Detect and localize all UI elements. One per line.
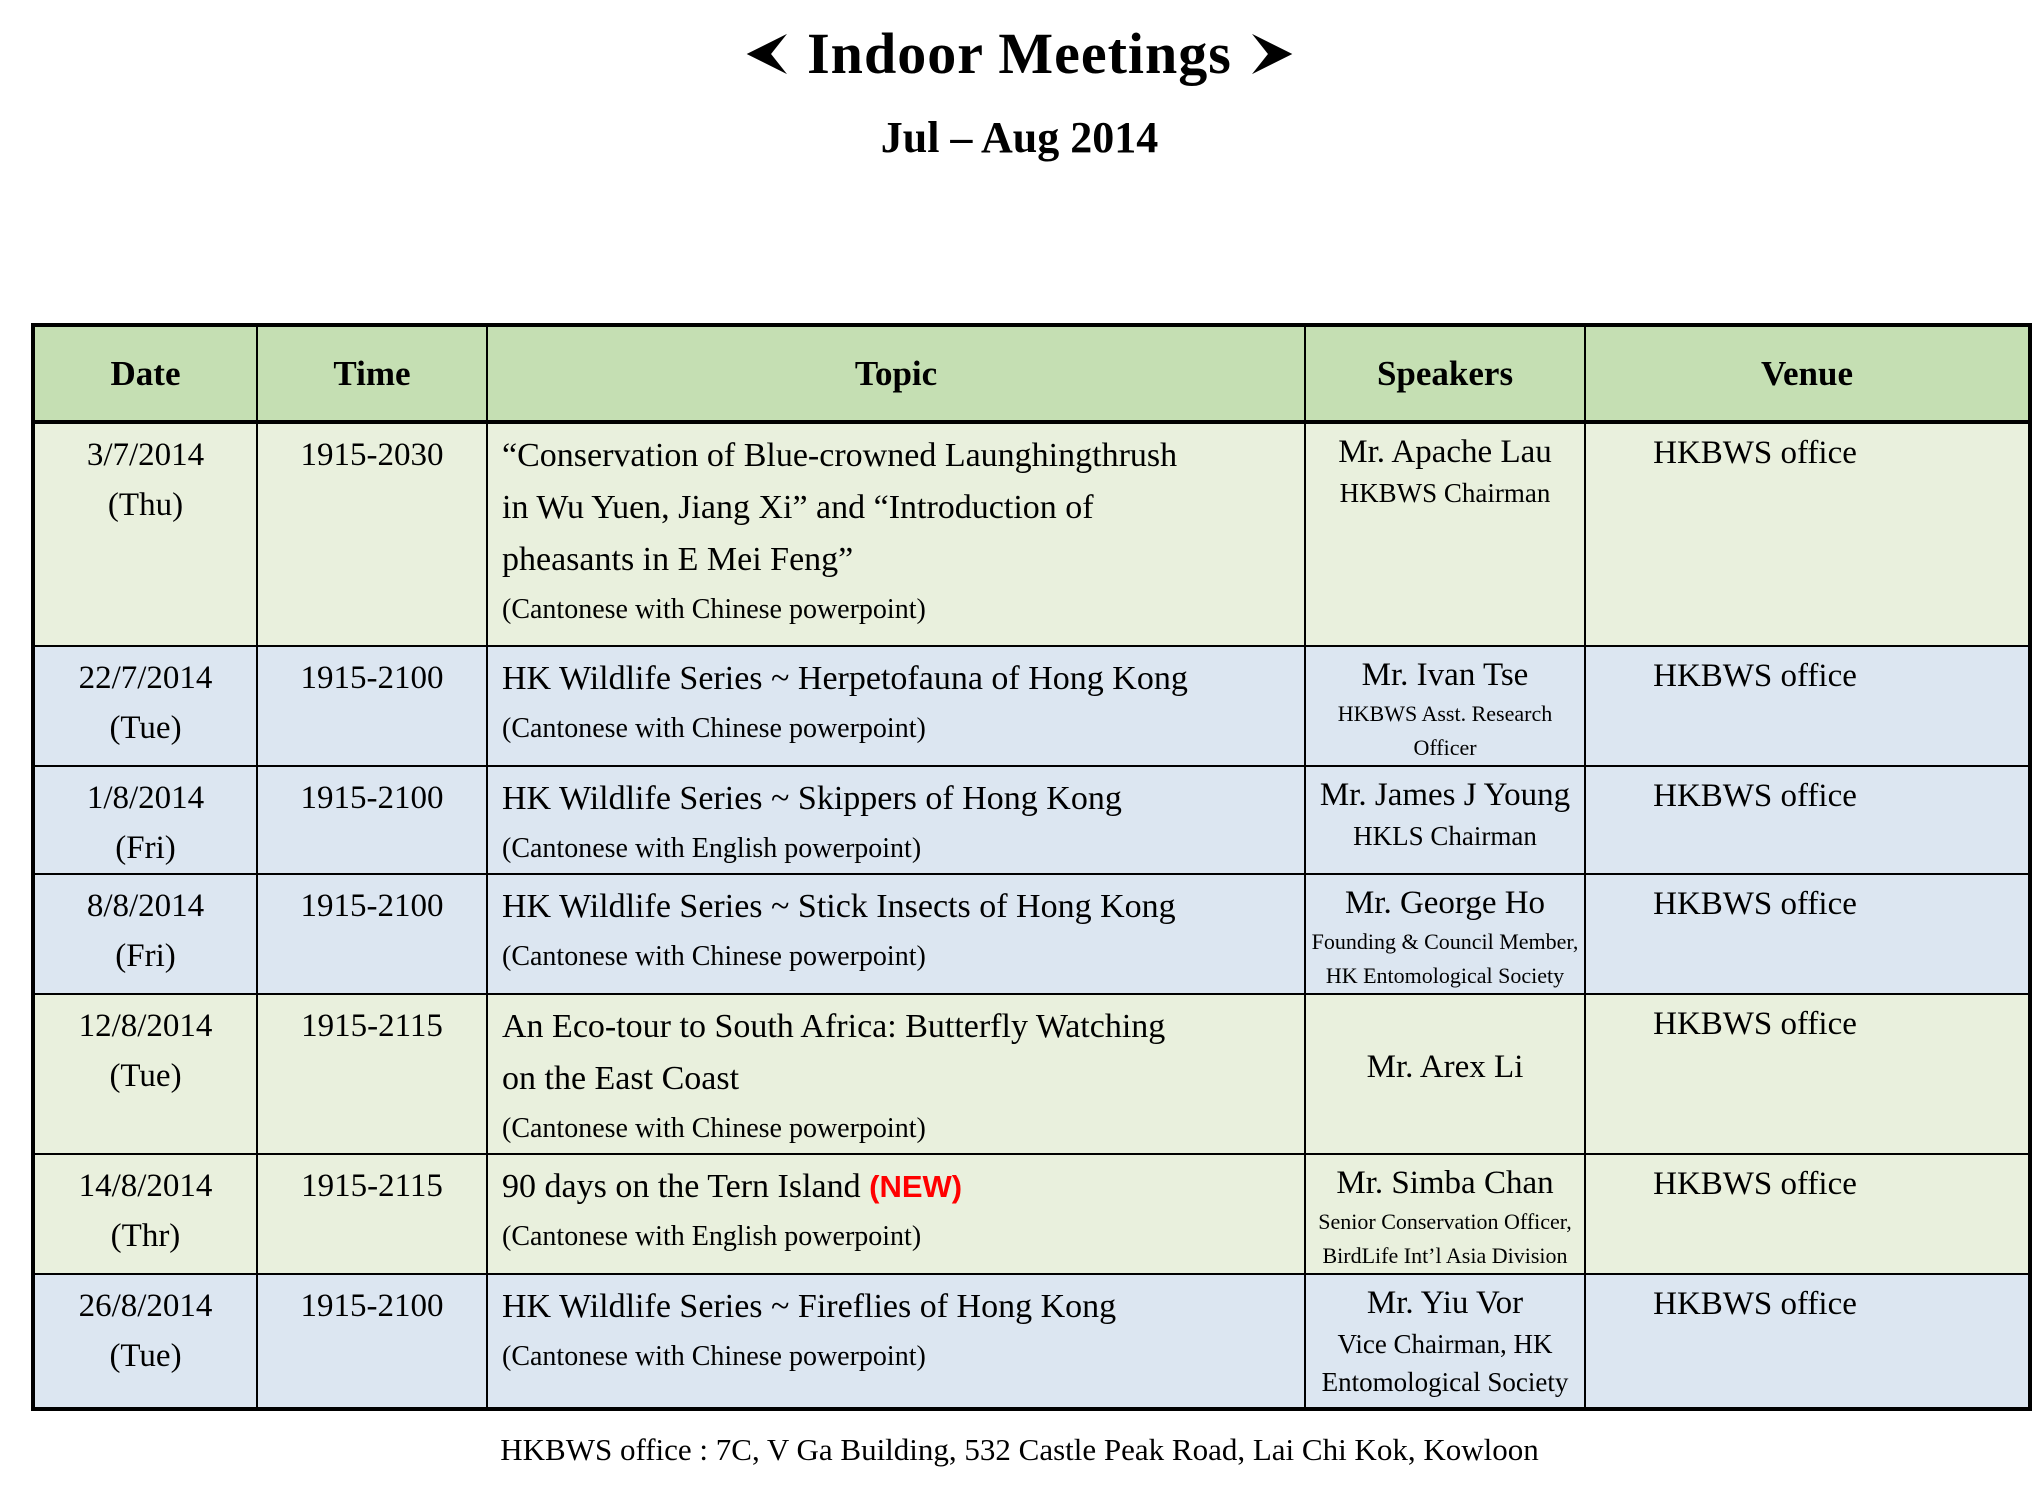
date-cell [33, 994, 257, 1154]
date-cell [33, 766, 257, 874]
date-cell [33, 1154, 257, 1274]
time-cell: 1915-2100 [257, 874, 487, 994]
language-note: (Cantonese with English powerpoint) [502, 833, 922, 864]
speaker-cell [1305, 766, 1585, 874]
header-speakers: Speakers [1305, 325, 1585, 422]
venue-cell: HKBWS office [1585, 994, 2030, 1154]
topic-line: HK Wildlife Series ~ Stick Insects of Hong Kong [502, 888, 1176, 925]
date-value: 22/7/2014 [78, 660, 213, 696]
speaker-name: Mr. James J Young [1319, 777, 1571, 813]
header-date: Date [33, 325, 257, 422]
date-cell [33, 874, 257, 994]
speaker-name: Mr. Simba Chan [1336, 1165, 1554, 1201]
table-row [33, 994, 2030, 1154]
topic-line: pheasants in E Mei Feng” [502, 541, 854, 578]
date-day: (Fri) [115, 830, 176, 866]
speaker-title: HKBWS Asst. Research Officer [1337, 701, 1553, 760]
page-title-text: Indoor Meetings [807, 21, 1232, 86]
speaker-cell [1305, 646, 1585, 766]
date-cell [33, 1274, 257, 1409]
date-day: (Thu) [107, 487, 184, 523]
venue-cell: HKBWS office [1585, 766, 2030, 874]
table-row [33, 874, 2030, 994]
speaker-title: HKBWS Chairman [1339, 478, 1551, 508]
topic-cell [487, 874, 1305, 994]
date-value: 14/8/2014 [78, 1168, 213, 1204]
right-arrow-icon [1252, 27, 1294, 81]
speaker-title: Entomological Society [1321, 1367, 1569, 1397]
venue-cell: HKBWS office [1585, 1154, 2030, 1274]
date-day: (Tue) [109, 710, 182, 746]
time-cell: 1915-2030 [257, 422, 487, 646]
speaker-cell [1305, 422, 1585, 646]
date-day: (Thr) [110, 1218, 181, 1254]
date-value: 12/8/2014 [78, 1008, 213, 1044]
topic-line: HK Wildlife Series ~ Skippers of Hong Kong [502, 780, 1122, 817]
time-cell: 1915-2100 [257, 766, 487, 874]
venue-cell: HKBWS office [1585, 1274, 2030, 1409]
topic-line: HK Wildlife Series ~ Herpetofauna of Hong Kong [502, 660, 1188, 697]
header-time: Time [257, 325, 487, 422]
language-note: (Cantonese with Chinese powerpoint) [502, 941, 926, 972]
speaker-cell [1305, 1274, 1585, 1409]
time-cell: 1915-2100 [257, 646, 487, 766]
date-value: 8/8/2014 [86, 888, 205, 924]
topic-line: HK Wildlife Series ~ Fireflies of Hong Kong [502, 1288, 1117, 1325]
time-cell: 1915-2115 [257, 1154, 487, 1274]
speaker-title: Senior Conservation Officer, [1318, 1209, 1572, 1234]
speaker-name: Mr. Ivan Tse [1361, 657, 1529, 693]
meetings-table [31, 323, 2032, 1411]
time-cell: 1915-2115 [257, 994, 487, 1154]
venue-cell: HKBWS office [1585, 646, 2030, 766]
date-value: 1/8/2014 [86, 780, 205, 816]
new-badge: (NEW) [869, 1169, 963, 1204]
time-cell: 1915-2100 [257, 1274, 487, 1409]
topic-cell [487, 1274, 1305, 1409]
topic-line: “Conservation of Blue-crowned Launghingthrush [502, 437, 1178, 474]
topic-cell [487, 994, 1305, 1154]
speaker-cell [1305, 1154, 1585, 1274]
topic-cell [487, 646, 1305, 766]
topic-cell [487, 422, 1305, 646]
topic-cell [487, 766, 1305, 874]
topic-line: on the East Coast [502, 1060, 740, 1097]
date-cell [33, 422, 257, 646]
language-note: (Cantonese with Chinese powerpoint) [502, 594, 926, 625]
table-row [33, 1274, 2030, 1409]
speaker-name: Mr. George Ho [1344, 885, 1546, 921]
language-note: (Cantonese with Chinese powerpoint) [502, 1341, 926, 1372]
footer-address: HKBWS office : 7C, V Ga Building, 532 Castle Peak Road, Lai Chi Kok, Kowloon [500, 1432, 1539, 1467]
language-note: (Cantonese with Chinese powerpoint) [502, 713, 926, 744]
date-cell [33, 646, 257, 766]
language-note: (Cantonese with English powerpoint) [502, 1221, 922, 1252]
speaker-name: Mr. Arex Li [1366, 1049, 1524, 1085]
topic-line: An Eco-tour to South Africa: Butterfly Watching [502, 1008, 1166, 1045]
header-topic: Topic [487, 325, 1305, 422]
speaker-name: Mr. Yiu Vor [1366, 1285, 1524, 1321]
date-value: 3/7/2014 [86, 437, 205, 473]
date-day: (Tue) [109, 1058, 182, 1094]
speaker-title: Vice Chairman, HK [1337, 1329, 1553, 1359]
language-note: (Cantonese with Chinese powerpoint) [502, 1113, 926, 1144]
table-row [33, 766, 2030, 874]
venue-cell: HKBWS office [1585, 422, 2030, 646]
speaker-name: Mr. Apache Lau [1338, 434, 1552, 470]
speaker-title: BirdLife Int’l Asia Division [1322, 1243, 1568, 1268]
topic-cell [487, 1154, 1305, 1274]
table-row [33, 646, 2030, 766]
topic-line: in Wu Yuen, Jiang Xi” and “Introduction of [502, 489, 1094, 526]
date-day: (Tue) [109, 1338, 182, 1374]
speaker-title: HK Entomological Society [1325, 963, 1565, 988]
page-subtitle: Jul – Aug 2014 [880, 113, 1159, 162]
speaker-title: Founding & Council Member, [1311, 929, 1579, 954]
topic-line: 90 days on the Tern Island (NEW) [502, 1168, 963, 1205]
left-arrow-icon [745, 27, 787, 81]
speaker-title: HKLS Chairman [1353, 821, 1537, 851]
header-venue: Venue [1585, 325, 2030, 422]
table-row [33, 422, 2030, 646]
speaker-cell [1305, 994, 1585, 1154]
table-row [33, 1154, 2030, 1274]
date-day: (Fri) [115, 938, 176, 974]
speaker-cell [1305, 874, 1585, 994]
page-title [0, 20, 2039, 87]
venue-cell: HKBWS office [1585, 874, 2030, 994]
date-value: 26/8/2014 [78, 1288, 213, 1324]
header-row [33, 325, 2030, 422]
